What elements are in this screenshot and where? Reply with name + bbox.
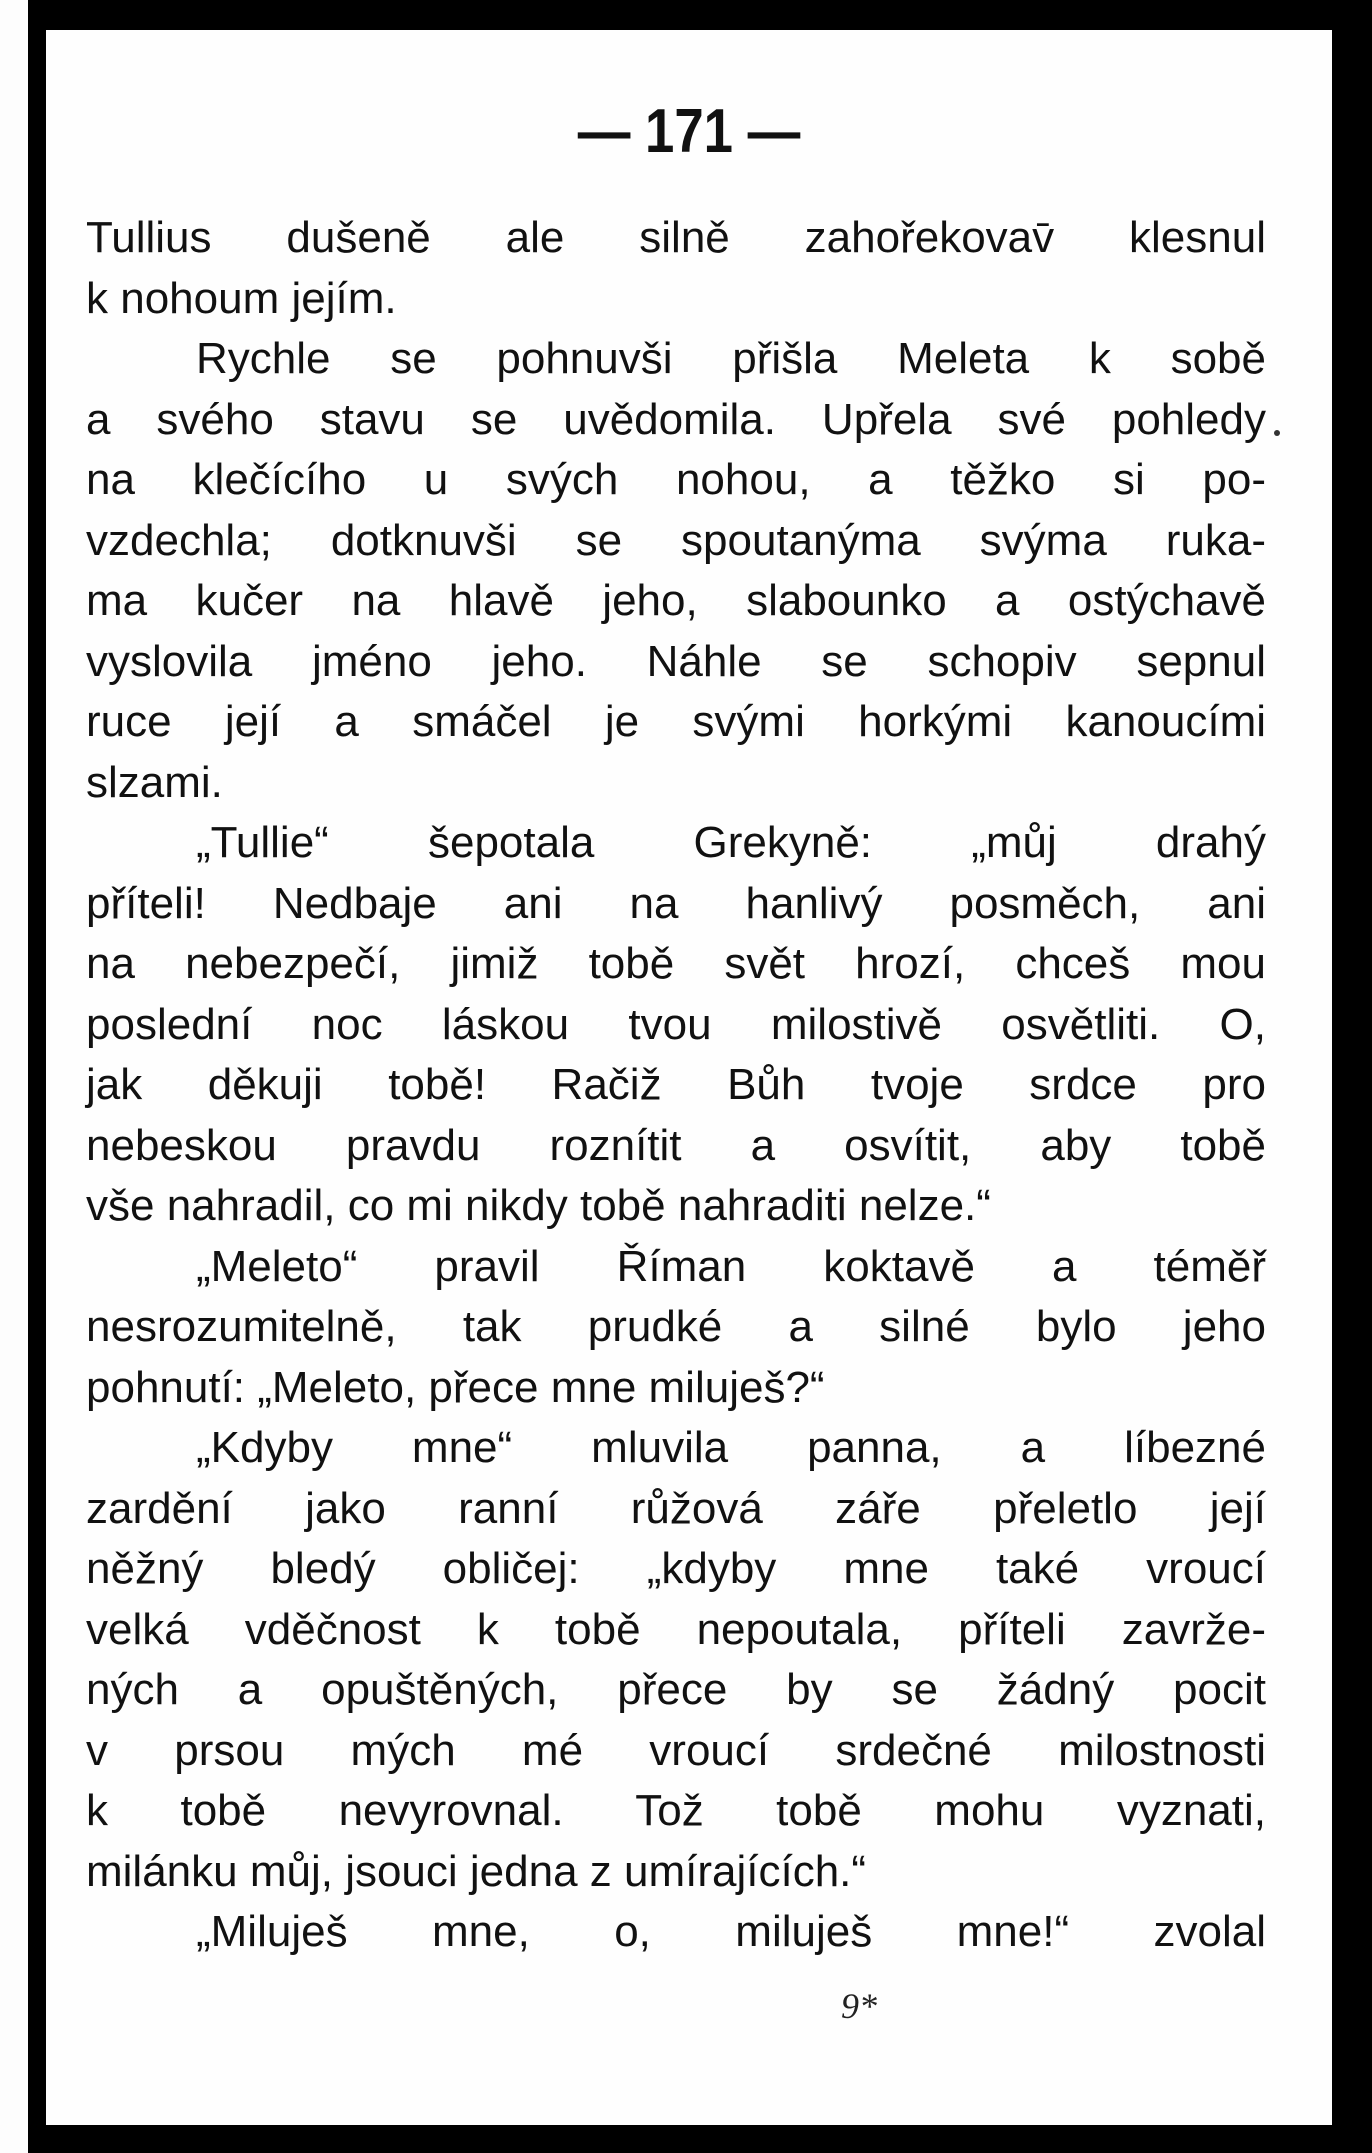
text-line: zardění jako ranní růžová záře přeletlo její (86, 1483, 1266, 1533)
text-line: Rychle se pohnuvši přišla Meleta k sobě (196, 334, 1266, 383)
text-line: ruce její a smáčel je svými horkými kanoucími (86, 697, 1266, 746)
page-number: — 171 — (577, 97, 801, 166)
text-line: „Miluješ mne, o, miluješ mne!“ zvolal (196, 1907, 1266, 1956)
text-line: příteli! Nedbaje ani na hanlivý posměch, ani (86, 878, 1266, 928)
page-body-text (86, 208, 1266, 1963)
text-line: ma kučer na hlavě jeho, slabounko a ostýchavě (86, 576, 1266, 625)
text-line: nesrozumitelně, tak prudké a silné bylo jeho (86, 1302, 1266, 1351)
text-line: v prsou mých mé vroucí srdečné milostnosti (86, 1725, 1266, 1775)
signature-mark: 9* (841, 1986, 877, 2026)
text-line: „Tullie“ šepotala Grekyně: „můj drahý (196, 818, 1266, 867)
text-line: a svého stavu se uvědomila. Upřela své pohledy (86, 394, 1266, 444)
text-line: něžný bledý obličej: „kdyby mne také vroucí (86, 1544, 1266, 1593)
text-line: velká vděčnost k tobě nepoutala, příteli zavrže- (86, 1604, 1266, 1654)
text-line: vše nahradil, co mi nikdy tobě nahraditi nelze.“ (86, 1181, 991, 1230)
text-line: „Kdyby mne“ mluvila panna, a líbezné (196, 1423, 1266, 1472)
book-page (46, 30, 1332, 2125)
text-line: jak děkuji tobě! Račiž Bůh tvoje srdce pro (86, 1060, 1266, 1109)
previous-page-edge (0, 0, 28, 2153)
text-line: slzami. (86, 757, 223, 807)
text-line: vyslovila jméno jeho. Náhle se schopiv sepnul (86, 636, 1266, 686)
text-line: „Meleto“ pravil Říman koktavě a téměř (196, 1241, 1266, 1291)
text-line: pohnutí: „Meleto, přece mne miluješ?“ (86, 1362, 825, 1412)
text-line: Tullius dušeně ale silně zahořekovav̄ klesnul (86, 213, 1266, 262)
text-line: milánku můj, jsouci jedna z umírajících.“ (86, 1846, 867, 1896)
text-line: k tobě nevyrovnal. Tož tobě mohu vyznati, (86, 1786, 1266, 1835)
text-line: vzdechla; dotknuvši se spoutanýma svýma ruka- (86, 515, 1266, 565)
paper-speck (1274, 430, 1280, 436)
text-line: k nohoum jejím. (86, 273, 397, 323)
text-line: nebeskou pravdu roznítit a osvítit, aby tobě (86, 1120, 1266, 1170)
text-line: na nebezpečí, jimiž tobě svět hrozí, chceš mou (86, 939, 1266, 988)
text-line: poslední noc láskou tvou milostivě osvětliti. O, (86, 999, 1266, 1049)
text-line: na klečícího u svých nohou, a těžko si po- (86, 455, 1266, 504)
text-line: ných a opuštěných, přece by se žádný pocit (86, 1665, 1266, 1714)
